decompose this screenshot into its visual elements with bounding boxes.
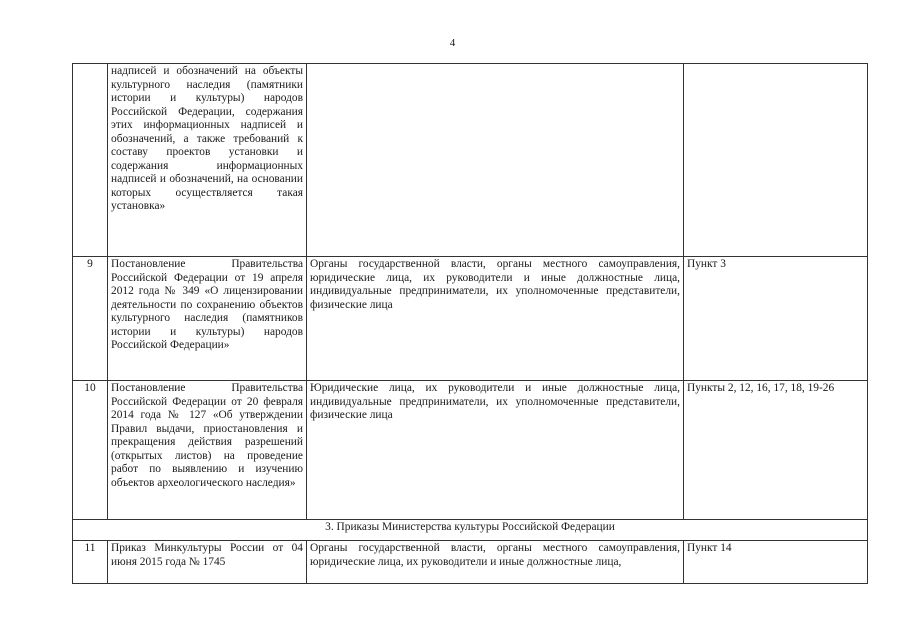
subjects-cell: Органы государственной власти, органы местного самоуправления, юридические лица, их руководители и иные должностные лица, xyxy=(307,541,684,584)
row-number: 9 xyxy=(73,257,108,381)
regulations-table xyxy=(72,63,868,584)
document-name: Приказ Минкультуры России от 04 июня 2015 года № 1745 xyxy=(108,541,307,584)
row-number xyxy=(73,64,108,257)
clauses-cell: Пункты 2, 12, 16, 17, 18, 19-26 xyxy=(684,381,868,520)
subjects-cell xyxy=(307,64,684,257)
document-name: Постановление Правительства Российской Федерации от 20 февраля 2014 года № 127 «Об утверждении Правил выдачи, приостановления и прекращения действия разрешений (открытых листов) на проведение работ по выявлению и изучению объектов археологического наследия» xyxy=(108,381,307,520)
section-row xyxy=(73,520,868,541)
subjects-cell: Юридические лица, их руководители и иные должностные лица, индивидуальные предприниматели, их уполномоченные представители, физические лица xyxy=(307,381,684,520)
table-row xyxy=(73,64,868,257)
clauses-cell xyxy=(684,64,868,257)
section-title: 3. Приказы Министерства культуры Российской Федерации xyxy=(73,520,868,541)
clauses-cell: Пункт 14 xyxy=(684,541,868,584)
table-row xyxy=(73,381,868,520)
document-name: надписей и обозначений на объекты культурного наследия (памятники истории и культуры) народов Российской Федерации, содержания этих информационных надписей и обозначений, а также требований к составу проектов установки и содержания информационных надписей и обозначений, на основании которых осуществляется такая установка» xyxy=(108,64,307,257)
subjects-cell: Органы государственной власти, органы местного самоуправления, юридические лица, их руководители и иные должностные лица, индивидуальные предприниматели, их уполномоченные представители, физические лица xyxy=(307,257,684,381)
clauses-cell: Пункт 3 xyxy=(684,257,868,381)
row-number: 11 xyxy=(73,541,108,584)
document-name: Постановление Правительства Российской Федерации от 19 апреля 2012 года № 349 «О лицензировании деятельности по сохранению объектов культурного наследия (памятников истории и культуры) народов Российской Федерации» xyxy=(108,257,307,381)
row-number: 10 xyxy=(73,381,108,520)
table-row xyxy=(73,257,868,381)
table-row xyxy=(73,541,868,584)
page-number: 4 xyxy=(449,37,456,49)
